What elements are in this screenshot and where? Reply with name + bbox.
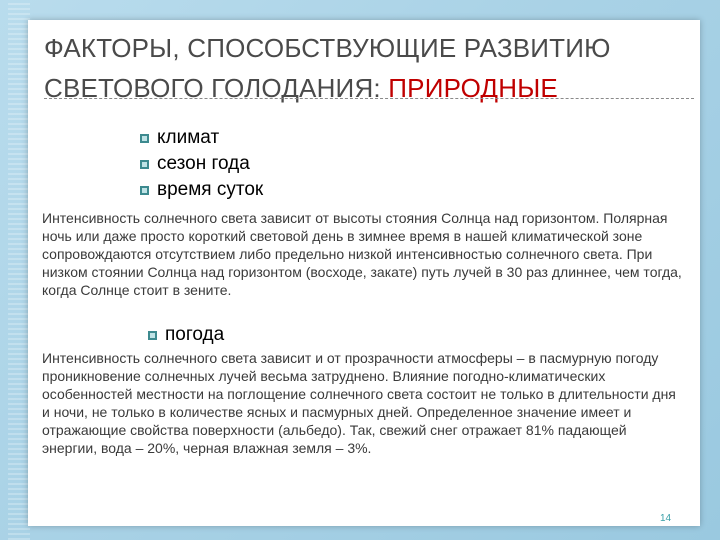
bullet-item-weather <box>148 322 224 348</box>
slide-title <box>44 28 684 108</box>
bullet-label: время суток <box>157 179 264 200</box>
bullet-item-time-of-day <box>140 177 263 203</box>
bullet-list <box>140 125 263 203</box>
bullet-item-season <box>140 151 263 177</box>
bullet-label: погода <box>165 324 225 345</box>
paragraph-sun-height: Интенсивность солнечного света зависит от высоты стояния Солнца над горизонтом. Полярная ночь или даже просто короткий световой день в зимнее время в нашей климатической зоне сопровождаются отсутствием либо предельно низкой интенсивностью солнечного света. При низком стоянии Солнца над горизонтом (восходе, закате) путь лучей в 30 раз длиннее, чем тогда, когда Солнце стоит в зените. <box>42 210 682 298</box>
bullet-list-weather <box>148 322 224 348</box>
title-underline <box>44 98 694 99</box>
background-stripe <box>8 0 30 540</box>
square-bullet-icon <box>140 186 149 195</box>
page-number: 14 <box>660 513 672 524</box>
square-bullet-icon <box>148 331 157 340</box>
paragraph-atmosphere: Интенсивность солнечного света зависит и от прозрачности атмосферы – в пасмурную погоду проникновение солнечных лучей весьма затруднено. Влияние погодно-климатических особенностей местности на поглощение солнечного света состоит не только в длительности дня и ночи, не только в количестве ясных и пасмурных дней. Определенное значение имеет и отражающие свойства поверхности (альбедо). Так, свежий снег отражает 81% падающей энергии, вода – 20%, черная влажная земля – 3%. <box>42 350 676 456</box>
title-accent: ПРИРОДНЫЕ <box>388 73 558 103</box>
title-main: ФАКТОРЫ, СПОСОБСТВУЮЩИЕ РАЗВИТИЮ СВЕТОВОГО ГОЛОДАНИЯ: <box>44 33 611 103</box>
bullet-label: климат <box>157 127 220 148</box>
bullet-label: сезон года <box>157 153 250 174</box>
square-bullet-icon <box>140 160 149 169</box>
bullet-item-climate <box>140 125 263 151</box>
square-bullet-icon <box>140 134 149 143</box>
